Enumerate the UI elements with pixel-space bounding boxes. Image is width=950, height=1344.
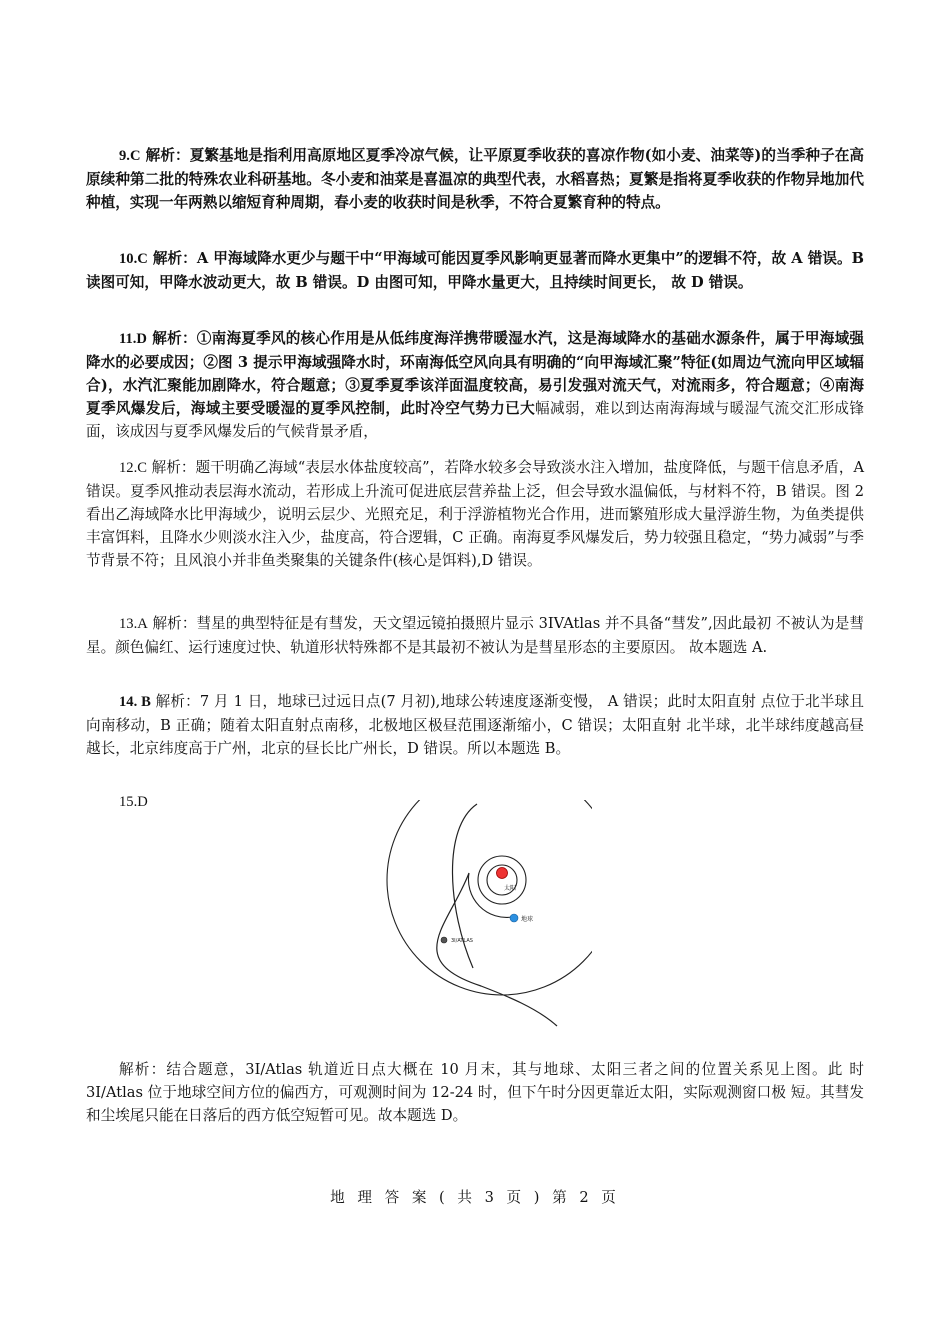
answer-14 xyxy=(86,690,864,760)
earth-label: 地球 xyxy=(521,916,534,923)
answer-15-label: 15.D xyxy=(119,794,148,810)
page-footer: 地 理 答 案 ( 共 3 页 ) 第 2 页 xyxy=(330,1189,620,1206)
outer-orbit xyxy=(387,800,592,995)
answer-11-text-normal: 幅减弱，难以到达南海海域与暖湿气流交汇形成锋面，该成因与夏季风爆发后的气候背景矛盾， xyxy=(86,400,864,440)
answer-14-text: 解析：7 月 1 日，地球已过远日点(7 月初),地球公转速度逐渐变慢， A 错误；此时太阳直射 点位于北半球且向南移动，B 正确；随着太阳直射点南移，北极地区极昼范围逐渐缩小，C 错误；太阳直射 北半球，北半球纬度越高昼越长，北京纬度高于广州，北京的昼长比广州长，D 错误。所以本题选 B。 xyxy=(86,693,865,757)
answer-13-label: 13.A xyxy=(119,616,148,632)
answer-11-label: 11.D xyxy=(119,331,147,347)
answer-9 xyxy=(86,144,864,214)
answer-11-text-bold: 解析：①南海夏季风的核心作用是从低纬度海洋携带暖湿水汽，这是海域降水的基础水源条件，属于甲海域强降水的必要成因；②图 3 提示甲海域强降水时，环南海低空风向具有明确的“向甲海域汇聚”特征(如周边气流向甲区域辐合)，水汽汇聚能加剧降水，符合题意；③夏季夏季该洋面温度较高，易引发强对流天气，对流雨多，符合题意；④南海夏季风爆发后，海域主要受暖湿的夏季风控制，此时冷空气势力已大 xyxy=(86,330,864,417)
answer-14-label: 14. B xyxy=(119,694,151,710)
answer-12-text: 解析：题干明确乙海域“表层水体盐度较高”，若降水较多会导致淡水注入增加，盐度降低，与题干信息矛盾，A 错误。夏季风推动表层海水流动，若形成上升流可促进底层营养盐上泛，但会导致水温偏低，与材料不符，B 错误。图 2 看出乙海域降水比甲海域少，说明云层少、光照充足，利于浮游植物光合作用，进而繁殖形成大量浮游生物，为鱼类提供丰富饵料，且降水少则淡水注入少，盐度高，符合逻辑，C 正确。南海夏季风爆发后，势力较强且稳定，“势力减弱”与季节背景不符；且风浪小并非鱼类聚集的关键条件(核心是饵料),D 错误。 xyxy=(86,459,864,569)
earth-orbit xyxy=(468,873,512,917)
answer-13 xyxy=(86,612,864,659)
sun-label: 太阳 xyxy=(504,885,517,892)
answer-11 xyxy=(86,327,864,443)
orbit-diagram xyxy=(357,800,592,1035)
answer-9-text: 解析：夏繁基地是指利用高原地区夏季冷凉气候，让平原夏季收获的喜凉作物(如小麦、油菜等)的当季种子在高原续种第二批的特殊农业科研基地。冬小麦和油菜是喜温凉的典型代表，水稻喜热；夏繁是指将夏季收获的作物异地加代种植，实现一年两熟以缩短育种周期，春小麦的收获时间是秋季，不符合夏繁育种的特点。 xyxy=(86,147,864,211)
sun-icon xyxy=(497,868,508,879)
comet-label: 3I/ATLAS xyxy=(451,938,473,944)
answer-12 xyxy=(86,456,864,572)
answer-10 xyxy=(86,247,864,294)
inner-orbit-1 xyxy=(478,856,526,904)
answer-9-label: 9.C xyxy=(119,148,141,164)
comet-icon xyxy=(441,937,447,943)
answer-13-text: 解析：彗星的典型特征是有彗发，天文望远镜拍摄照片显示 3IVAtlas 并不具备“彗发”,因此最初 不被认为是彗星。颜色偏红、运行速度过快、轨道形状特殊都不是其最初不被认为是彗星形态的主要原因。 故本题选 A. xyxy=(86,615,864,656)
comet-path xyxy=(437,873,557,1026)
earth-icon xyxy=(510,914,518,922)
answer-15-explanation: 解析：结合题意，3I/Atlas 轨道近日点大概在 10 月末，其与地球、太阳三者之间的位置关系见上图。此 时 3I/Atlas 位于地球空间方位的偏西方，可观测时间为 12-24 时，但下午时分因更靠近太阳，实际观测窗口极 短。其彗发和尘埃尾只能在日落后的西方低空短暂可见。故本题选 D。 xyxy=(86,1061,864,1124)
answer-12-label: 12.C xyxy=(119,460,147,476)
answer-10-text: 解析：A 甲海域降水更少与题干中“甲海域可能因夏季风影响更显著而降水更集中”的逻辑不符，故 A 错误。B 读图可知，甲降水波动更大，故 B 错误。D 由图可知，甲降水量更大，且持续时间更长， 故 D 错误。 xyxy=(86,250,864,291)
answer-10-label: 10.C xyxy=(119,251,148,267)
